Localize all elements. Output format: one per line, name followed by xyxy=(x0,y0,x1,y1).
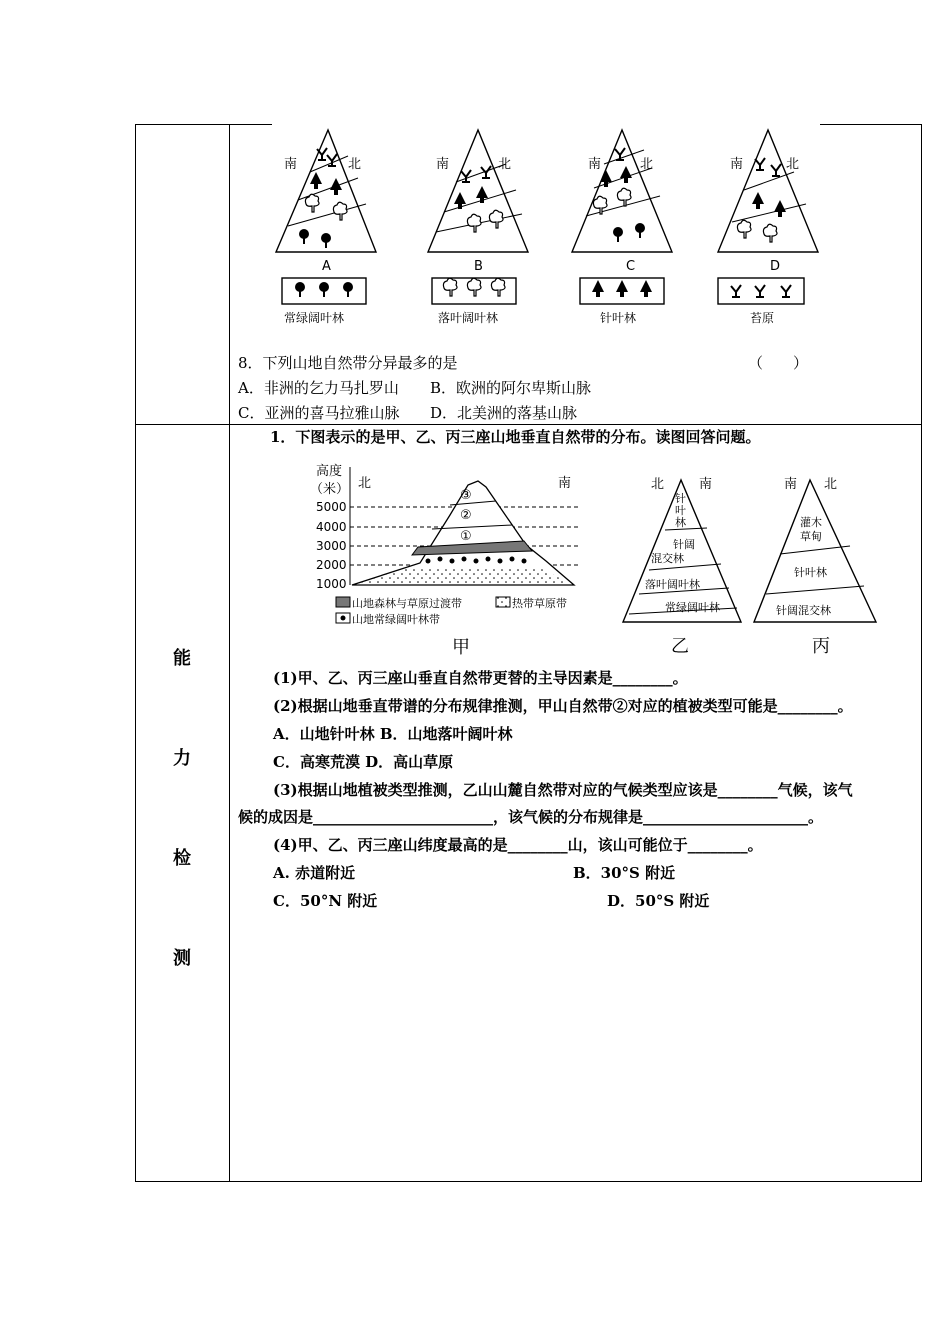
yi-zone-3: 落叶阔叶林 xyxy=(645,578,700,591)
table-right-border xyxy=(921,124,922,1182)
bing-zone-1b: 草甸 xyxy=(800,530,822,543)
q8-stem: 8．下列山地自然带分异最多的是 xyxy=(238,354,458,372)
q8-option-a: A．非洲的乞力马扎罗山 xyxy=(238,379,399,397)
q8-option-b: B．欧洲的阿尔卑斯山脉 xyxy=(430,379,592,397)
q1-part-2: (2)根据山地垂直带谱的分布规律推测，甲山自然带②对应的植被类型可能是________。 xyxy=(273,697,853,715)
table-column-divider xyxy=(229,124,230,1182)
jia-zone-1: ① xyxy=(460,529,472,544)
table-top-left xyxy=(135,124,272,125)
jia-legend-1: 山地森林与草原过渡带 xyxy=(352,597,462,610)
yi-zone-2b: 混交林 xyxy=(651,552,684,565)
jia-legend-3: 山地常绿阔叶林带 xyxy=(352,613,440,626)
label-south-a: 南 xyxy=(284,157,298,172)
label-south-d: 南 xyxy=(730,157,744,172)
jia-zone-2: ② xyxy=(460,508,472,523)
jia-ylabel-1: 高度 xyxy=(316,464,343,479)
legend-label-tundra: 苔原 xyxy=(750,311,775,325)
mountain-label-d: D xyxy=(770,259,781,274)
bing-zone-2: 针叶林 xyxy=(794,566,827,579)
yi-name: 乙 xyxy=(671,636,689,657)
q1-part-4: (4)甲、乙、丙三座山纬度最高的是________山，该山可能位于________。 xyxy=(273,836,763,854)
q1-stem: 1．下图表示的是甲、乙、丙三座山地垂直自然带的分布。读图回答问题。 xyxy=(270,428,761,446)
q8-option-c: C．亚洲的喜马拉雅山脉 xyxy=(238,404,400,422)
bing-name: 丙 xyxy=(812,636,830,657)
side-label-char-1: 能 xyxy=(173,648,191,669)
q1-part-1: (1)甲、乙、丙三座山垂直自然带更替的主导因素是________。 xyxy=(273,669,688,687)
label-south-b: 南 xyxy=(436,157,450,172)
yi-zone-1c: 林 xyxy=(675,516,686,529)
legend-label-evergreen: 常绿阔叶林 xyxy=(284,311,345,325)
jia-north: 北 xyxy=(358,476,372,491)
table-bottom-border xyxy=(135,1181,922,1182)
bing-zone-3: 针阔混交林 xyxy=(776,604,831,617)
jia-tick-1000: 1000 xyxy=(316,577,347,591)
mountain-label-c: C xyxy=(626,259,636,274)
legend-evergreen xyxy=(282,278,366,304)
figure-yi xyxy=(615,470,755,660)
jia-tick-4000: 4000 xyxy=(316,520,347,534)
legend-conifer xyxy=(580,278,664,304)
q1-part-4-option-b: B．30°S 附近 xyxy=(573,864,676,882)
label-north-a: 北 xyxy=(348,157,362,172)
q1-part-2-options-cd: C．高寒荒漠 D．高山草原 xyxy=(273,753,454,771)
q1-part-3-line-2: 候的成因是________________________，该气候的分布规律是______________________。 xyxy=(238,808,824,826)
mountain-d xyxy=(718,130,818,252)
q1-part-3-line-1: (3)根据山地植被类型推测，乙山山麓自然带对应的气候类型应该是________气候，该气 xyxy=(273,781,853,799)
mountain-b xyxy=(428,130,528,252)
side-label-char-4: 测 xyxy=(173,948,191,969)
mountain-c xyxy=(572,130,672,252)
q8-answer-bracket: （ ） xyxy=(748,354,809,372)
label-north-c: 北 xyxy=(640,157,654,172)
label-north-d: 北 xyxy=(786,157,800,172)
q1-part-2-options-ab: A．山地针叶林 B．山地落叶阔叶林 xyxy=(273,725,513,743)
jia-name: 甲 xyxy=(452,637,470,658)
yi-north: 北 xyxy=(651,477,665,492)
yi-zone-2a: 针阔 xyxy=(673,538,695,551)
mountain-label-a: A xyxy=(322,259,331,274)
q8-option-d: D．北美洲的落基山脉 xyxy=(430,404,578,422)
vertical-zone-diagram-abcd xyxy=(260,124,840,334)
jia-legend-2: 热带草原带 xyxy=(512,597,567,610)
yi-zone-4: 常绿阔叶林 xyxy=(665,601,720,614)
bing-north: 北 xyxy=(824,477,838,492)
q1-part-4-option-a: A. 赤道附近 xyxy=(273,864,356,882)
side-label-char-2: 力 xyxy=(173,748,191,769)
side-label-char-3: 检 xyxy=(173,848,191,869)
mountain-a xyxy=(276,130,376,252)
legend-label-deciduous: 落叶阔叶林 xyxy=(438,311,499,325)
jia-south: 南 xyxy=(558,476,572,491)
q1-part-4-option-d: D．50°S 附近 xyxy=(607,892,710,910)
figure-bing xyxy=(750,470,885,660)
jia-tick-3000: 3000 xyxy=(316,539,347,553)
yi-south: 南 xyxy=(699,477,713,492)
label-south-c: 南 xyxy=(588,157,602,172)
mountain-label-b: B xyxy=(474,259,483,274)
legend-label-conifer: 针叶林 xyxy=(600,311,637,325)
yi-zone-1b: 叶 xyxy=(675,504,686,517)
jia-ylabel-2: （米） xyxy=(310,482,350,497)
legend-deciduous xyxy=(432,278,516,304)
jia-tick-5000: 5000 xyxy=(316,500,347,514)
label-north-b: 北 xyxy=(498,157,512,172)
bing-zone-1a: 灌木 xyxy=(800,516,822,529)
jia-zone-3: ③ xyxy=(460,488,472,503)
legend-tundra xyxy=(718,278,804,304)
yi-zone-1a: 针 xyxy=(675,492,686,505)
q1-part-4-option-c: C．50°N 附近 xyxy=(273,892,378,910)
table-row-divider xyxy=(135,424,922,425)
figure-jia xyxy=(300,455,600,660)
jia-tick-2000: 2000 xyxy=(316,558,347,572)
bing-south: 南 xyxy=(784,477,798,492)
